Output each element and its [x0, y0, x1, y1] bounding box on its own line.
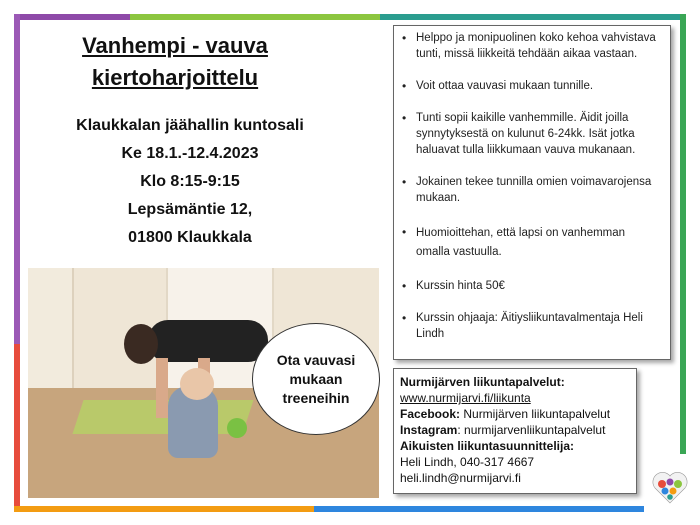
frame-top-green — [130, 14, 380, 20]
facebook-line — [400, 406, 630, 422]
bubble-line-3: treeneihin — [282, 389, 350, 406]
frame-right-green — [680, 14, 686, 454]
event-time: Klo 8:15-9:15 — [140, 173, 240, 190]
photo-ball — [227, 418, 247, 438]
planner-heading: Aikuisten liikuntasuunnittelija: — [400, 439, 575, 453]
planner-name-phone: Heli Lindh, 040-317 4667 — [400, 455, 535, 469]
facebook-value: Nurmijärven liikuntapalvelut — [460, 407, 611, 421]
event-dates: Ke 18.1.-12.4.2023 — [121, 145, 259, 162]
photo-parent-body — [148, 320, 268, 362]
bubble-line-1: Ota vauvasi — [276, 351, 356, 368]
photo-parent-head — [124, 324, 158, 364]
website-link[interactable]: www.nurmijarvi.fi/liikunta — [400, 391, 531, 405]
contact-heading: Nurmijärven liikuntapalvelut: — [400, 375, 565, 389]
list-item: • Kurssin hinta 50€ — [400, 278, 662, 294]
frame-top-purple — [14, 14, 130, 20]
speech-bubble — [252, 323, 380, 435]
photo-parent-arm — [156, 358, 168, 418]
details-box — [393, 25, 671, 360]
list-item: • Tunti sopii kaikille vanhemmille. Äidit joilla synnytyksestä on kulunut 6-24kk. Isät jotka haluavat tulla liikkumaan vauva mukanaan. — [400, 110, 662, 158]
list-item: • Helppo ja monipuolinen koko kehoa vahvistava tunti, missä liikkeitä tehdään aikaa vastaan. — [400, 30, 662, 62]
details-list — [400, 30, 662, 342]
instagram-value: : nurmijarvenliikuntapalvelut — [457, 423, 606, 437]
event-venue: Klaukkalan jäähallin kuntosali — [76, 117, 304, 134]
frame-bottom-orange — [14, 506, 314, 512]
frame-bottom-blue — [314, 506, 644, 512]
title-line-2: kiertoharjoittelu — [91, 65, 259, 90]
title-line-1: Vanhempi - vauva — [82, 33, 268, 58]
contact-box — [393, 368, 637, 494]
page-title — [30, 30, 320, 94]
instagram-label: Instagram — [400, 423, 458, 437]
photo-baby-head — [180, 368, 214, 400]
nurmijarvi-heart-logo — [651, 468, 689, 506]
event-street: Lepsämäntie 12, — [127, 201, 253, 218]
list-item: • Jokainen tekee tunnilla omien voimavarojensa mukaan. — [400, 174, 662, 206]
list-item: • Voit ottaa vauvasi mukaan tunnille. — [400, 78, 662, 94]
event-info — [40, 112, 340, 252]
list-item-line: omalla vastuulla. — [416, 246, 502, 258]
bubble-line-2: mukaan — [289, 370, 343, 387]
frame-left-red — [14, 344, 20, 512]
frame-left-purple — [14, 14, 20, 344]
instagram-line — [400, 422, 630, 438]
list-item-line: • Huomioittehan, että lapsi on vanhemman — [416, 227, 626, 239]
list-item: • Kurssin ohjaaja: Äitiysliikuntavalmentaja Heli Lindh — [400, 310, 662, 342]
list-item — [400, 224, 662, 262]
event-city: 01800 Klaukkala — [128, 229, 252, 246]
planner-email[interactable]: heli.lindh@nurmijarvi.fi — [400, 471, 521, 485]
frame-top-teal — [380, 14, 686, 20]
facebook-label: Facebook: — [400, 407, 461, 421]
